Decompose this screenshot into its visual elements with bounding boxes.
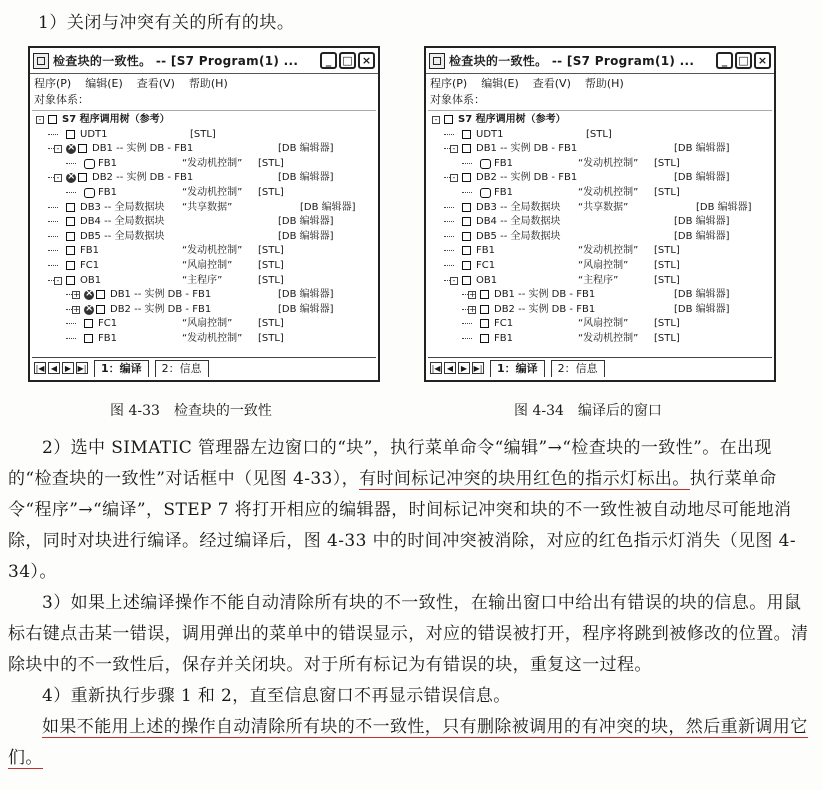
maximize-icon[interactable]: □ bbox=[339, 52, 356, 69]
tab-info[interactable]: 2：信息 bbox=[155, 360, 209, 377]
tree-row[interactable] bbox=[428, 186, 772, 200]
tree-row[interactable] bbox=[32, 259, 376, 273]
menu-bar bbox=[426, 74, 774, 92]
block-symbol: “风扇控制” bbox=[578, 318, 629, 330]
block-icon bbox=[66, 246, 75, 255]
tree-connector bbox=[48, 134, 58, 135]
block-symbol: “主程序” bbox=[182, 274, 223, 286]
block-icon bbox=[84, 319, 93, 328]
block-editor-type: [DB 编辑器] bbox=[278, 143, 334, 155]
block-name: FB1 bbox=[80, 245, 99, 257]
collapse-icon[interactable]: - bbox=[450, 174, 458, 182]
block-name: DB1 -- 实例 DB - FB1 bbox=[476, 143, 578, 155]
tree-connector bbox=[48, 236, 58, 237]
tab-info[interactable]: 2：信息 bbox=[551, 360, 605, 377]
conflict-indicator-icon bbox=[84, 290, 94, 300]
tree-row[interactable] bbox=[428, 274, 772, 288]
block-name: DB4 -- 全局数据块 bbox=[80, 216, 165, 228]
block-editor-type: [DB 编辑器] bbox=[674, 289, 730, 301]
body-text bbox=[8, 433, 814, 774]
block-editor-type: [DB 编辑器] bbox=[278, 230, 334, 242]
block-name: OB1 bbox=[476, 274, 498, 286]
menu-view[interactable]: 查看(V) bbox=[136, 77, 175, 90]
menu-help[interactable]: 帮助(H) bbox=[188, 77, 228, 90]
tree-row[interactable] bbox=[428, 230, 772, 244]
menu-help[interactable]: 帮助(H) bbox=[584, 77, 624, 90]
tree-row[interactable] bbox=[32, 128, 376, 142]
tree-connector bbox=[66, 192, 76, 193]
nav-last-icon[interactable]: ▶| bbox=[473, 364, 483, 373]
step-3-paragraph: 3）如果上述编译操作不能自动清除所有块的不一致性，在输出窗口中给出有错误的块的信息。用鼠标右键点击某一错误，调用弹出的菜单中的错误显示，对应的错误被打开，程序将跳到被修改的位置。清除块中的不一致性后，保存并关闭块。对于所有标记为有错误的块，重复这一过程。 bbox=[8, 593, 809, 675]
block-name: FB1 bbox=[98, 187, 117, 198]
close-icon[interactable]: × bbox=[754, 52, 771, 69]
block-name: FB1 bbox=[494, 157, 513, 169]
tree-row[interactable] bbox=[428, 113, 772, 127]
expand-icon[interactable]: + bbox=[73, 304, 80, 314]
tree-connector bbox=[48, 207, 58, 208]
block-name: S7 程序调用树（参考） bbox=[458, 114, 566, 125]
function-block-icon bbox=[84, 188, 95, 198]
block-symbol: “发动机控制” bbox=[578, 157, 639, 169]
block-icon bbox=[66, 130, 75, 139]
conflict-indicator-icon bbox=[84, 305, 94, 315]
block-name: DB1 -- 实例 DB - FB1 bbox=[110, 289, 212, 301]
block-icon bbox=[84, 334, 93, 343]
step-5-highlight: 如果不能用上述的操作自动清除所有块的不一致性，只有删除被调用的有冲突的块，然后重新调用它们。 bbox=[8, 717, 808, 768]
block-icon bbox=[462, 276, 471, 285]
block-name: FB1 bbox=[98, 333, 117, 344]
close-icon[interactable]: × bbox=[358, 52, 375, 69]
collapse-icon[interactable]: - bbox=[450, 277, 458, 285]
tree-row[interactable] bbox=[32, 171, 376, 185]
tree-connector bbox=[48, 265, 58, 266]
block-tree bbox=[32, 110, 376, 356]
block-symbol: “风扇控制” bbox=[182, 318, 233, 330]
collapse-icon[interactable]: - bbox=[450, 145, 458, 153]
tree-connector bbox=[444, 221, 454, 222]
block-editor-type: [STL] bbox=[654, 318, 680, 330]
collapse-icon[interactable]: - bbox=[54, 174, 62, 182]
block-icon bbox=[78, 144, 87, 153]
nav-prev-icon[interactable]: ◀ bbox=[444, 362, 456, 374]
block-name: FC1 bbox=[476, 260, 496, 271]
tree-row[interactable] bbox=[32, 317, 376, 331]
tree-row[interactable] bbox=[32, 303, 376, 317]
block-editor-type: [DB 编辑器] bbox=[278, 172, 334, 184]
collapse-icon[interactable]: - bbox=[36, 116, 44, 124]
s7-program-icon bbox=[48, 115, 57, 124]
menu-program[interactable]: 程序(P) bbox=[430, 77, 468, 90]
tree-row[interactable] bbox=[32, 288, 376, 302]
app-icon bbox=[429, 53, 445, 69]
block-editor-type: [DB 编辑器] bbox=[278, 216, 334, 228]
menu-edit[interactable]: 编辑(E) bbox=[481, 77, 519, 90]
block-editor-type: [STL] bbox=[258, 318, 284, 330]
block-name: DB2 -- 实例 DB - FB1 bbox=[92, 172, 194, 184]
tree-row[interactable] bbox=[428, 332, 772, 346]
block-symbol: “风扇控制” bbox=[578, 260, 629, 271]
step-2-text-a: 2）选中 SIMATIC 管理器左边窗口的“块”，执行菜单命令“编辑”→“检查块的一致性”。在出现的“检查块的一致性”对话框中（见图 4-33）， bbox=[8, 438, 772, 489]
block-editor-type: [DB 编辑器] bbox=[278, 289, 334, 301]
block-name: FB1 bbox=[494, 187, 513, 198]
block-icon bbox=[78, 173, 87, 182]
tree-row[interactable] bbox=[32, 230, 376, 244]
block-icon bbox=[66, 232, 75, 241]
minimize-icon[interactable]: _ bbox=[716, 52, 733, 69]
collapse-icon[interactable]: - bbox=[432, 116, 440, 124]
tree-connector bbox=[444, 250, 454, 251]
menu-edit[interactable]: 编辑(E) bbox=[85, 77, 123, 90]
nav-last-icon[interactable]: ▶| bbox=[77, 364, 87, 373]
block-icon bbox=[480, 305, 489, 314]
tree-connector bbox=[462, 163, 472, 164]
conflict-indicator-icon bbox=[66, 173, 76, 183]
block-editor-type: [STL] bbox=[258, 245, 284, 257]
expand-icon[interactable]: + bbox=[469, 290, 476, 300]
block-editor-type: [DB 编辑器] bbox=[674, 230, 730, 242]
block-name: DB1 -- 实例 DB - FB1 bbox=[494, 289, 596, 301]
block-name: FB1 bbox=[476, 245, 495, 257]
title-bar[interactable] bbox=[426, 48, 774, 74]
object-system-label: 对象体系： bbox=[34, 93, 89, 106]
figure-caption-4-34: 图 4-34 编译后的窗口 bbox=[514, 403, 662, 419]
tab-compile[interactable]: 1：编译 bbox=[490, 360, 545, 377]
block-icon bbox=[462, 130, 471, 139]
collapse-icon[interactable]: - bbox=[54, 277, 62, 285]
block-name: DB2 -- 实例 DB - FB1 bbox=[476, 172, 578, 184]
block-name: FC1 bbox=[80, 260, 100, 271]
block-name: DB2 -- 实例 DB - FB1 bbox=[494, 303, 596, 315]
block-editor-type: [STL] bbox=[258, 157, 284, 169]
block-icon bbox=[96, 305, 105, 314]
block-symbol: “风扇控制” bbox=[182, 260, 233, 271]
tree-connector bbox=[444, 265, 454, 266]
block-icon bbox=[462, 261, 471, 270]
tree-row[interactable] bbox=[428, 128, 772, 142]
block-symbol: “发动机控制” bbox=[182, 245, 243, 257]
block-icon bbox=[96, 290, 105, 299]
block-name: DB5 -- 全局数据块 bbox=[80, 230, 165, 242]
block-icon bbox=[66, 203, 75, 212]
block-editor-type: [STL] bbox=[654, 333, 680, 344]
function-block-icon bbox=[84, 159, 95, 169]
tree-row[interactable] bbox=[428, 244, 772, 258]
tree-row[interactable] bbox=[428, 171, 772, 185]
step-2-text-b: 执行菜单命令“程序”→“编译”，STEP 7 将打开相应的编辑器，时间标记冲突和块的不一致性被自动地尽可能地消除，同时对块进行编译。经过编译后，图 4-33 中的时间冲突被消除，对应的红色指示灯消失（见图 4-34）。 bbox=[8, 469, 796, 582]
block-name: DB3 -- 全局数据块 bbox=[476, 201, 561, 213]
tree-row[interactable] bbox=[32, 201, 376, 215]
block-icon bbox=[66, 217, 75, 226]
tab-compile[interactable]: 1：编译 bbox=[94, 360, 149, 377]
block-icon bbox=[462, 144, 471, 153]
app-icon bbox=[33, 53, 49, 69]
block-editor-type: [DB 编辑器] bbox=[278, 303, 334, 315]
block-symbol: “发动机控制” bbox=[578, 245, 639, 257]
block-icon bbox=[462, 232, 471, 241]
tree-row[interactable] bbox=[428, 215, 772, 229]
tree-connector bbox=[48, 221, 58, 222]
tree-row[interactable] bbox=[32, 274, 376, 288]
block-editor-type: [STL] bbox=[258, 187, 284, 198]
tree-connector bbox=[66, 338, 76, 339]
check-consistency-window-2 bbox=[424, 46, 776, 382]
block-icon bbox=[462, 246, 471, 255]
tree-row[interactable] bbox=[428, 142, 772, 156]
collapse-icon[interactable]: - bbox=[54, 145, 62, 153]
block-icon bbox=[66, 261, 75, 270]
function-block-icon bbox=[480, 188, 491, 198]
tree-connector bbox=[444, 236, 454, 237]
tree-connector bbox=[66, 323, 76, 324]
block-editor-type: [STL] bbox=[586, 128, 612, 140]
object-system-label: 对象体系： bbox=[430, 93, 485, 106]
step-1-text: 1）关闭与冲突有关的所有的块。 bbox=[38, 13, 295, 33]
title-bar[interactable] bbox=[30, 48, 378, 74]
s7-program-icon bbox=[444, 115, 453, 124]
block-name: DB4 -- 全局数据块 bbox=[476, 216, 561, 228]
tree-connector bbox=[444, 134, 454, 135]
figure-caption-4-33: 图 4-33 检查块的一致性 bbox=[110, 403, 272, 419]
expand-icon[interactable]: + bbox=[73, 290, 80, 300]
block-symbol: “主程序” bbox=[578, 274, 619, 286]
block-editor-type: [DB 编辑器] bbox=[674, 172, 730, 184]
block-editor-type: [STL] bbox=[654, 245, 680, 257]
block-icon bbox=[462, 173, 471, 182]
block-editor-type: [STL] bbox=[654, 260, 680, 271]
block-editor-type: [DB 编辑器] bbox=[300, 201, 356, 213]
tree-connector bbox=[462, 323, 472, 324]
maximize-icon[interactable]: □ bbox=[735, 52, 752, 69]
tree-row[interactable] bbox=[32, 332, 376, 346]
tree-row[interactable] bbox=[32, 157, 376, 171]
expand-icon[interactable]: + bbox=[469, 304, 476, 314]
tree-row[interactable] bbox=[32, 215, 376, 229]
tab-bar bbox=[32, 357, 376, 378]
block-editor-type: [STL] bbox=[258, 260, 284, 271]
block-name: OB1 bbox=[80, 274, 102, 286]
conflict-indicator-icon bbox=[66, 144, 76, 154]
tree-connector bbox=[462, 338, 472, 339]
block-name: UDT1 bbox=[80, 128, 108, 140]
block-icon bbox=[66, 276, 75, 285]
tree-row[interactable] bbox=[32, 142, 376, 156]
tree-row[interactable] bbox=[428, 157, 772, 171]
nav-next-icon[interactable]: ▶ bbox=[62, 362, 74, 374]
tree-row[interactable] bbox=[32, 113, 376, 127]
block-editor-type: [STL] bbox=[654, 157, 680, 169]
block-icon bbox=[480, 334, 489, 343]
nav-first-icon[interactable]: |◀ bbox=[431, 364, 441, 373]
nav-next-icon[interactable]: ▶ bbox=[458, 362, 470, 374]
block-name: DB3 -- 全局数据块 bbox=[80, 201, 165, 213]
tree-row[interactable] bbox=[32, 186, 376, 200]
tree-row[interactable] bbox=[428, 201, 772, 215]
menu-view[interactable]: 查看(V) bbox=[532, 77, 571, 90]
tree-connector bbox=[444, 207, 454, 208]
block-icon bbox=[480, 319, 489, 328]
block-editor-type: [DB 编辑器] bbox=[674, 303, 730, 315]
step-2-highlight: 有时间标记冲突的块用红色的指示灯标出。 bbox=[359, 469, 690, 489]
block-editor-type: [STL] bbox=[654, 274, 680, 286]
block-editor-type: [STL] bbox=[190, 128, 216, 140]
block-symbol: “发动机控制” bbox=[182, 187, 243, 198]
window-title: 检查块的一致性。 -- [S7 Program(1) ... bbox=[449, 54, 695, 68]
block-symbol: “发动机控制” bbox=[578, 187, 639, 198]
nav-first-icon[interactable]: |◀ bbox=[35, 364, 45, 373]
tree-row[interactable] bbox=[428, 259, 772, 273]
nav-prev-icon[interactable]: ◀ bbox=[48, 362, 60, 374]
block-name: DB1 -- 实例 DB - FB1 bbox=[92, 143, 194, 155]
block-name: FC1 bbox=[494, 318, 514, 330]
block-name: FC1 bbox=[98, 318, 118, 330]
block-name: FB1 bbox=[98, 157, 117, 169]
window-title: 检查块的一致性。 -- [S7 Program(1) ... bbox=[53, 54, 299, 68]
tree-connector bbox=[48, 250, 58, 251]
function-block-icon bbox=[480, 159, 491, 169]
step-2-paragraph bbox=[8, 433, 814, 588]
block-editor-type: [STL] bbox=[654, 187, 680, 198]
block-name: FB1 bbox=[494, 333, 513, 344]
step-4-paragraph: 4）重新执行步骤 1 和 2，直至信息窗口不再显示错误信息。 bbox=[42, 686, 511, 706]
block-symbol: “发动机控制” bbox=[182, 157, 243, 169]
block-editor-type: [STL] bbox=[258, 333, 284, 344]
minimize-icon[interactable]: _ bbox=[320, 52, 337, 69]
check-consistency-window-1 bbox=[28, 46, 380, 382]
block-tree bbox=[428, 110, 772, 356]
block-editor-type: [STL] bbox=[258, 274, 284, 286]
tree-row[interactable] bbox=[428, 288, 772, 302]
tree-row[interactable] bbox=[32, 244, 376, 258]
block-name: DB2 -- 实例 DB - FB1 bbox=[110, 303, 212, 315]
tree-row[interactable] bbox=[428, 317, 772, 331]
block-name: DB5 -- 全局数据块 bbox=[476, 230, 561, 242]
block-editor-type: [DB 编辑器] bbox=[674, 143, 730, 155]
block-symbol: “共享数据” bbox=[578, 201, 629, 213]
block-icon bbox=[462, 203, 471, 212]
block-editor-type: [DB 编辑器] bbox=[696, 201, 752, 213]
block-symbol: “发动机控制” bbox=[182, 333, 243, 344]
block-symbol: “发动机控制” bbox=[578, 333, 639, 344]
block-icon bbox=[480, 290, 489, 299]
block-name: UDT1 bbox=[476, 128, 504, 140]
block-name: S7 程序调用树（参考） bbox=[62, 114, 170, 125]
block-editor-type: [DB 编辑器] bbox=[674, 216, 730, 228]
block-symbol: “共享数据” bbox=[182, 201, 233, 213]
menu-bar bbox=[30, 74, 378, 92]
tree-connector bbox=[462, 192, 472, 193]
tab-bar bbox=[428, 357, 772, 378]
tree-connector bbox=[66, 163, 76, 164]
tree-row[interactable] bbox=[428, 303, 772, 317]
block-icon bbox=[462, 217, 471, 226]
menu-program[interactable]: 程序(P) bbox=[34, 77, 72, 90]
step-5-paragraph bbox=[8, 712, 814, 774]
